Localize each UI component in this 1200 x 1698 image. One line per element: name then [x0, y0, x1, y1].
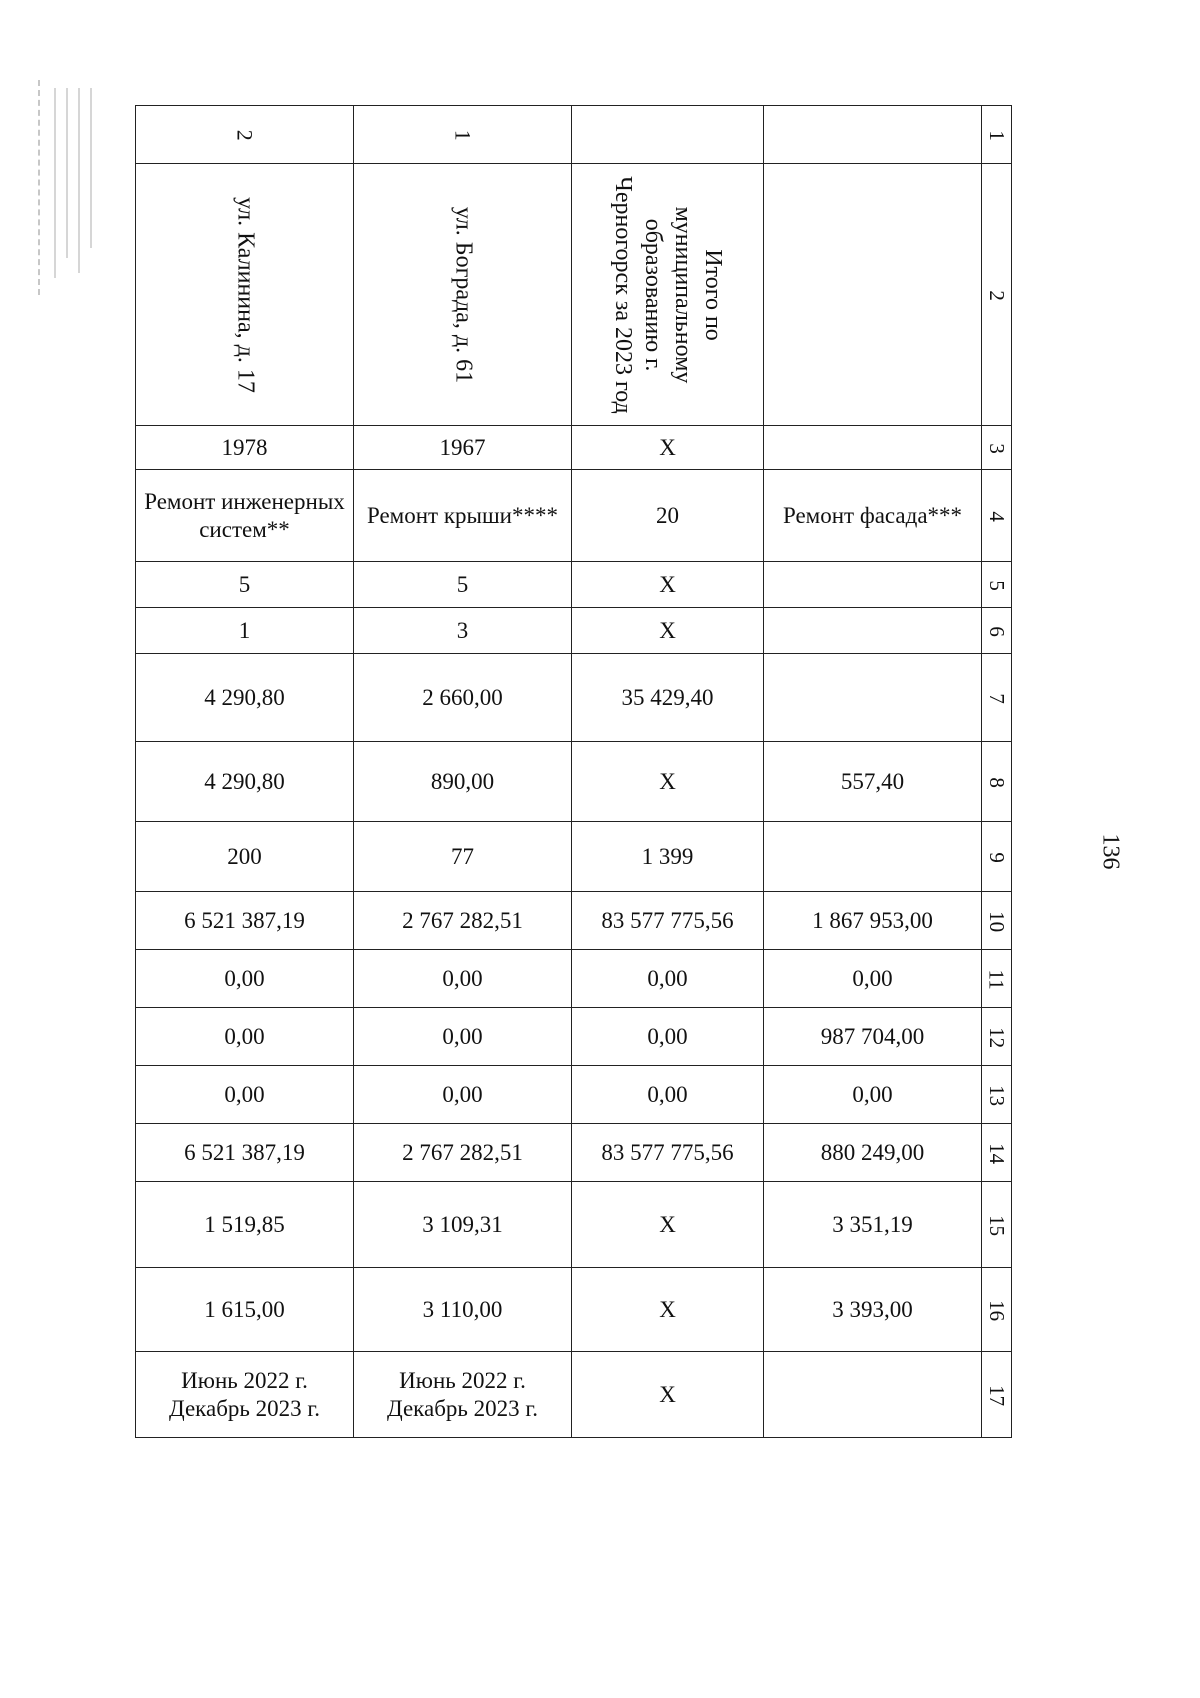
cell-value: Июнь 2022 г. Декабрь 2023 г. [169, 1367, 320, 1421]
column-index-8 [982, 742, 1012, 822]
column-index-10 [982, 892, 1012, 950]
address-label: Итого по муниципальному образованию г. Черногорск за 2023 год [609, 175, 726, 414]
column-index-11 [982, 950, 1012, 1008]
column-index-15 [982, 1182, 1012, 1268]
table-row [136, 892, 1012, 950]
row-1-col-7 [354, 654, 572, 742]
cell-value: 987 704,00 [820, 1023, 925, 1049]
column-index-17 [982, 1352, 1012, 1438]
row-blank-col-6 [764, 608, 982, 654]
row-total-address [572, 164, 764, 426]
cell-value: 5 [238, 571, 251, 597]
cell-value: 2 767 282,51 [402, 907, 523, 933]
column-index-4 [982, 470, 1012, 562]
column-index: 7 [985, 693, 1010, 704]
table-row [136, 562, 1012, 608]
row-2-col-3 [136, 426, 354, 470]
cell-value [764, 627, 981, 635]
row-total-col-7 [572, 654, 764, 742]
cell-value: Х [659, 1296, 676, 1322]
cell-value: 0,00 [442, 1023, 483, 1049]
cell-value: 4 290,80 [204, 684, 285, 710]
cell-value: 0,00 [647, 1081, 688, 1107]
faded-stamp [38, 80, 98, 295]
column-index: 5 [985, 580, 1010, 591]
repair-table [135, 105, 1012, 1438]
cell-value: 3 110,00 [422, 1296, 503, 1322]
cell-value [764, 1391, 981, 1399]
column-index: 3 [985, 443, 1010, 454]
row-number: 1 [450, 129, 476, 141]
cell-value: 6 521 387,19 [184, 907, 305, 933]
column-index: 17 [985, 1384, 1010, 1406]
column-index: 4 [985, 511, 1010, 522]
row-total-col-13 [572, 1066, 764, 1124]
cell-value: 1 [238, 617, 251, 643]
row-blank-col-8 [764, 742, 982, 822]
row-blank-col-9 [764, 822, 982, 892]
row-number: 2 [232, 129, 258, 141]
row-1-col-16 [354, 1268, 572, 1352]
column-index-9 [982, 822, 1012, 892]
row-1-address [354, 164, 572, 426]
row-blank-col-16 [764, 1268, 982, 1352]
table-row [136, 742, 1012, 822]
cell-value: 0,00 [224, 1023, 265, 1049]
row-2-col-10 [136, 892, 354, 950]
cell-value: 1 399 [641, 843, 694, 869]
column-index: 16 [985, 1299, 1010, 1321]
cell-value [764, 694, 981, 702]
row-total-col-12 [572, 1008, 764, 1066]
cell-value: 0,00 [224, 965, 265, 991]
column-index: 10 [985, 910, 1010, 932]
row-total-col-16 [572, 1268, 764, 1352]
row-blank-address [764, 164, 982, 426]
cell-value: 2 660,00 [422, 684, 503, 710]
column-index-16 [982, 1268, 1012, 1352]
row-1-col-17 [354, 1352, 572, 1438]
row-blank-col-3 [764, 426, 982, 470]
column-index: 15 [985, 1214, 1010, 1236]
cell-value: 200 [227, 843, 262, 869]
column-index-2 [982, 164, 1012, 426]
column-index: 12 [985, 1026, 1010, 1048]
row-total-col-8 [572, 742, 764, 822]
cell-value: 5 [456, 571, 469, 597]
column-index-3 [982, 426, 1012, 470]
cell-value: 880 249,00 [820, 1139, 925, 1165]
row-blank-col-7 [764, 654, 982, 742]
row-total-col-5 [572, 562, 764, 608]
table-row [136, 654, 1012, 742]
cell-value: 0,00 [647, 1023, 688, 1049]
row-1-col-4 [354, 470, 572, 562]
table-row [136, 950, 1012, 1008]
row-1-col-13 [354, 1066, 572, 1124]
row-total-col-11 [572, 950, 764, 1008]
cell-value: 3 [456, 617, 469, 643]
row-1-col-9 [354, 822, 572, 892]
row-2-col-6 [136, 608, 354, 654]
table-row [136, 1124, 1012, 1182]
row-1-col-3 [354, 426, 572, 470]
row-blank-col-11 [764, 950, 982, 1008]
row-blank-col-10 [764, 892, 982, 950]
cell-value: 890,00 [430, 768, 495, 794]
cell-value [764, 853, 981, 861]
row-blank-col-12 [764, 1008, 982, 1066]
row-blank-col-17 [764, 1352, 982, 1438]
column-index-12 [982, 1008, 1012, 1066]
row-2-col-14 [136, 1124, 354, 1182]
row-total-col-4 [572, 470, 764, 562]
cell-value: 0,00 [647, 965, 688, 991]
row-1-col-8 [354, 742, 572, 822]
row-blank-number [764, 106, 982, 164]
row-2-col-5 [136, 562, 354, 608]
row-total-number [572, 106, 764, 164]
address-label: ул. Калинина, д. 17 [231, 196, 258, 393]
row-2-col-11 [136, 950, 354, 1008]
cell-value: Х [659, 1211, 676, 1237]
cell-value: 77 [451, 843, 474, 869]
row-1-col-5 [354, 562, 572, 608]
row-1-col-6 [354, 608, 572, 654]
cell-value: Х [659, 571, 676, 597]
table-row [136, 470, 1012, 562]
row-1-col-10 [354, 892, 572, 950]
row-blank-col-13 [764, 1066, 982, 1124]
table-row [136, 822, 1012, 892]
column-index: 14 [985, 1142, 1010, 1164]
cell-value: 35 429,40 [621, 684, 714, 710]
page-number: 136 [1097, 833, 1124, 870]
row-blank-col-4 [764, 470, 982, 562]
cell-value: 3 393,00 [832, 1296, 913, 1322]
row-2-col-7 [136, 654, 354, 742]
row-1-col-12 [354, 1008, 572, 1066]
row-2-col-4 [136, 470, 354, 562]
cell-value: Ремонт инженерных систем** [144, 488, 345, 542]
column-index-1 [982, 106, 1012, 164]
cell-value: 0,00 [852, 965, 893, 991]
row-2-col-9 [136, 822, 354, 892]
cell-value: 2 767 282,51 [402, 1139, 523, 1165]
row-blank-col-5 [764, 562, 982, 608]
column-index-6 [982, 608, 1012, 654]
cell-value: Х [659, 768, 676, 794]
cell-value: 83 577 775,56 [601, 1139, 734, 1165]
row-2-number [136, 106, 354, 164]
table-row [136, 106, 1012, 164]
cell-value: 4 290,80 [204, 768, 285, 794]
cell-value: 20 [656, 502, 679, 528]
cell-value: 1978 [221, 434, 268, 460]
row-1-col-15 [354, 1182, 572, 1268]
column-index-14 [982, 1124, 1012, 1182]
row-2-col-8 [136, 742, 354, 822]
column-index: 8 [985, 777, 1010, 788]
cell-value: 3 351,19 [832, 1211, 913, 1237]
cell-value: 6 521 387,19 [184, 1139, 305, 1165]
cell-value: 1 519,85 [204, 1211, 285, 1237]
cell-value: 1967 [439, 434, 486, 460]
column-index: 2 [985, 290, 1010, 301]
column-index: 11 [985, 969, 1010, 990]
row-blank-col-14 [764, 1124, 982, 1182]
table-row [136, 1008, 1012, 1066]
cell-value: 1 615,00 [204, 1296, 285, 1322]
row-total-col-10 [572, 892, 764, 950]
column-index: 9 [985, 852, 1010, 863]
cell-value: Х [659, 434, 676, 460]
table-row [136, 1268, 1012, 1352]
column-index-13 [982, 1066, 1012, 1124]
cell-value: 0,00 [224, 1081, 265, 1107]
column-index-7 [982, 654, 1012, 742]
cell-value: Х [659, 1381, 676, 1407]
column-index: 6 [985, 626, 1010, 637]
table-row [136, 426, 1012, 470]
cell-value: Ремонт крыши**** [366, 502, 558, 528]
row-2-col-12 [136, 1008, 354, 1066]
row-total-col-14 [572, 1124, 764, 1182]
row-2-address [136, 164, 354, 426]
row-total-col-9 [572, 822, 764, 892]
table-row [136, 608, 1012, 654]
cell-value: Июнь 2022 г. Декабрь 2023 г. [387, 1367, 538, 1421]
column-index-5 [982, 562, 1012, 608]
table-row [136, 164, 1012, 426]
cell-value [764, 444, 981, 452]
table-row [136, 1066, 1012, 1124]
row-2-col-13 [136, 1066, 354, 1124]
row-2-col-15 [136, 1182, 354, 1268]
address-label: ул. Бограда, д. 61 [449, 206, 476, 383]
row-total-col-17 [572, 1352, 764, 1438]
row-total-col-15 [572, 1182, 764, 1268]
table-row [136, 1352, 1012, 1438]
cell-value: Ремонт фасада*** [782, 502, 963, 528]
cell-value: 83 577 775,56 [601, 907, 734, 933]
table-row [136, 1182, 1012, 1268]
cell-value: Х [659, 617, 676, 643]
row-1-col-14 [354, 1124, 572, 1182]
cell-value: 3 109,31 [422, 1211, 503, 1237]
cell-value: 0,00 [442, 965, 483, 991]
row-blank-col-15 [764, 1182, 982, 1268]
row-total-col-3 [572, 426, 764, 470]
cell-value: 1 867 953,00 [812, 907, 933, 933]
row-1-col-11 [354, 950, 572, 1008]
row-2-col-17 [136, 1352, 354, 1438]
cell-value: 0,00 [442, 1081, 483, 1107]
column-index: 13 [985, 1084, 1010, 1106]
column-index: 1 [985, 130, 1010, 141]
row-2-col-16 [136, 1268, 354, 1352]
cell-value: 557,40 [840, 768, 905, 794]
cell-value: 0,00 [852, 1081, 893, 1107]
row-1-number [354, 106, 572, 164]
row-total-col-6 [572, 608, 764, 654]
cell-value [764, 581, 981, 589]
